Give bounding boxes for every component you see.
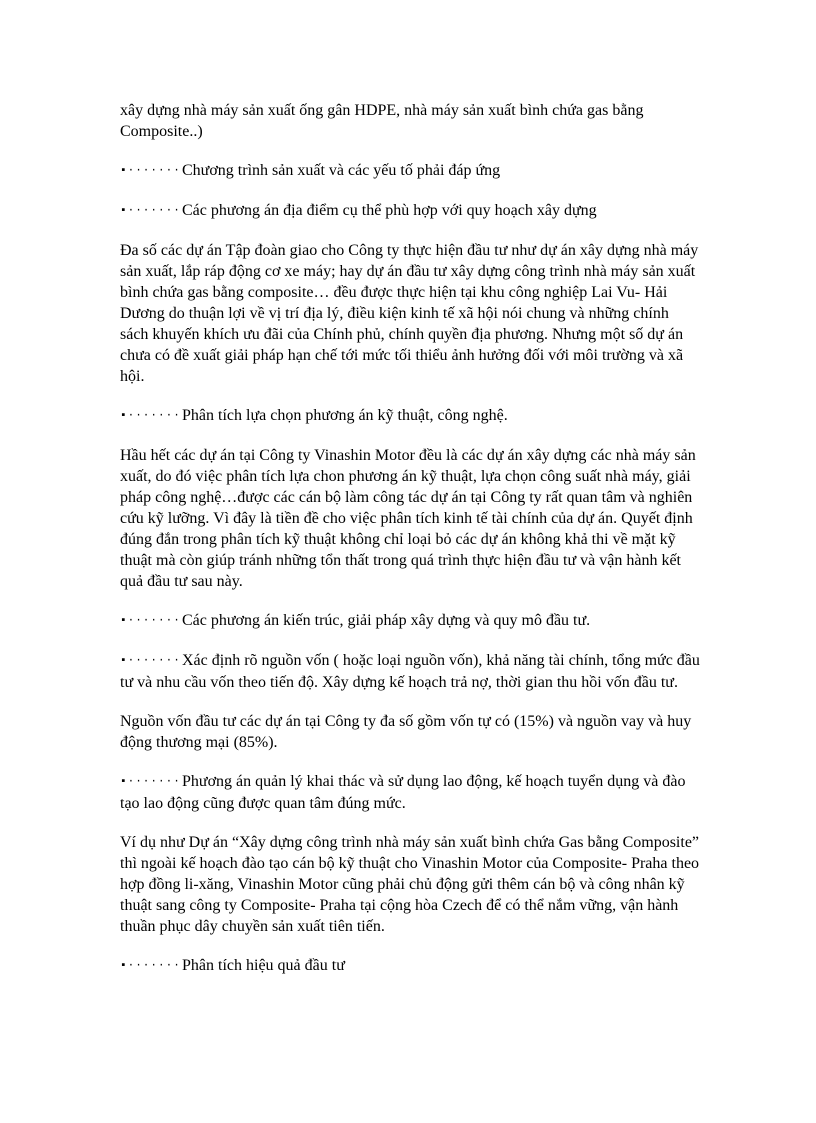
bullet-text: Các phương án địa điểm cụ thể phù hợp với quy hoạch xây dựng — [182, 202, 597, 219]
bullet-marker-icon: ▪······· — [120, 410, 181, 422]
bullet-marker-icon: ▪······· — [120, 776, 181, 788]
bullet-item-production-program — [120, 160, 700, 182]
bullet-item-location-options — [120, 200, 700, 222]
bullet-text: Các phương án kiến trúc, giải pháp xây dựng và quy mô đầu tư. — [182, 612, 591, 629]
bullet-item-labor-management — [120, 771, 700, 814]
paragraph-technical-analysis: Hầu hết các dự án tại Công ty Vinashin Motor đều là các dự án xây dựng các nhà máy sản xuất, do đó việc phân tích lựa chon phương án kỹ thuật, lựa chọn công suất nhà máy, giải pháp công nghệ…được các cán bộ làm công tác dự án tại Công ty rất quan tâm và nghiên cứu kỹ lưỡng. Vì đây là tiền đề cho việc phân tích kinh tế tài chính của dự án. Quyết định đúng đắn trong phân tích kỹ thuật không chỉ loại bỏ các dự án không khả thi về mặt kỹ thuật mà còn giúp tránh những tổn thất trong quá trình thực hiện đầu tư và vận hành kết quả đầu tư sau này. — [120, 447, 696, 590]
bullet-item-architecture-options — [120, 610, 700, 632]
bullet-item-capital-sources — [120, 650, 700, 693]
bullet-marker-icon: ▪······· — [120, 615, 181, 627]
bullet-item-investment-efficiency — [120, 955, 700, 977]
bullet-marker-icon: ▪······· — [120, 960, 181, 972]
paragraph-capital-sources: Nguồn vốn đầu tư các dự án tại Công ty đa số gồm vốn tự có (15%) và nguồn vay và huy động thương mại (85%). — [120, 713, 692, 751]
bullet-marker-icon: ▪······· — [120, 655, 181, 667]
bullet-marker-icon: ▪······· — [120, 205, 181, 217]
bullet-text: Phân tích lựa chọn phương án kỹ thuật, công nghệ. — [182, 407, 508, 424]
paragraph-intro-continuation: xây dựng nhà máy sản xuất ống gân HDPE, nhà máy sản xuất bình chứa gas bằng Composite..) — [120, 102, 644, 140]
paragraph-training-example: Ví dụ như Dự án “Xây dựng công trình nhà máy sản xuất bình chứa Gas bằng Composite” thì ngoài kế hoạch đào tạo cán bộ kỹ thuật cho Vinashin Motor của Composite- Praha theo hợp đồng li-xăng, Vinashin Motor cũng phải chủ động gửi thêm cán bộ và công nhân kỹ thuật sang công ty Composite- Praha tại cộng hòa Czech để có thể nắm vững, vận hành thuần phục dây chuyền sản xuất tiên tiến. — [120, 834, 700, 935]
document-page — [120, 100, 700, 995]
bullet-marker-icon: ▪······· — [120, 165, 181, 177]
bullet-text: Xác định rõ nguồn vốn ( hoặc loại nguồn vốn), khả năng tài chính, tổng mức đầu tư và nhu cầu vốn theo tiến độ. Xây dựng kế hoạch trả nợ, thời gian thu hồi vốn đầu tư. — [120, 652, 700, 691]
bullet-text: Phương án quản lý khai thác và sử dụng lao động, kế hoạch tuyển dụng và đào tạo lao động cũng được quan tâm đúng mức. — [120, 773, 686, 812]
bullet-text: Phân tích hiệu quả đầu tư — [182, 957, 345, 974]
paragraph-location-analysis: Đa số các dự án Tập đoàn giao cho Công ty thực hiện đầu tư như dự án xây dựng nhà máy sản xuất, lắp ráp động cơ xe máy; hay dự án đầu tư xây dựng công trình nhà máy sản xuất bình chứa gas bằng composite… đều được thực hiện tại khu công nghiệp Lai Vu- Hải Dương do thuận lợi về vị trí địa lý, điều kiện kinh tế xã hội nói chung và những chính sách khuyến khích ưu đãi của Chính phủ, chính quyền địa phương. Nhưng một số dự án chưa có đề xuất giải pháp hạn chế tới mức tối thiểu ảnh hưởng đối với môi trường và xã hội. — [120, 242, 699, 385]
bullet-item-technical-analysis — [120, 405, 700, 427]
bullet-text: Chương trình sản xuất và các yếu tố phải đáp ứng — [182, 162, 501, 179]
